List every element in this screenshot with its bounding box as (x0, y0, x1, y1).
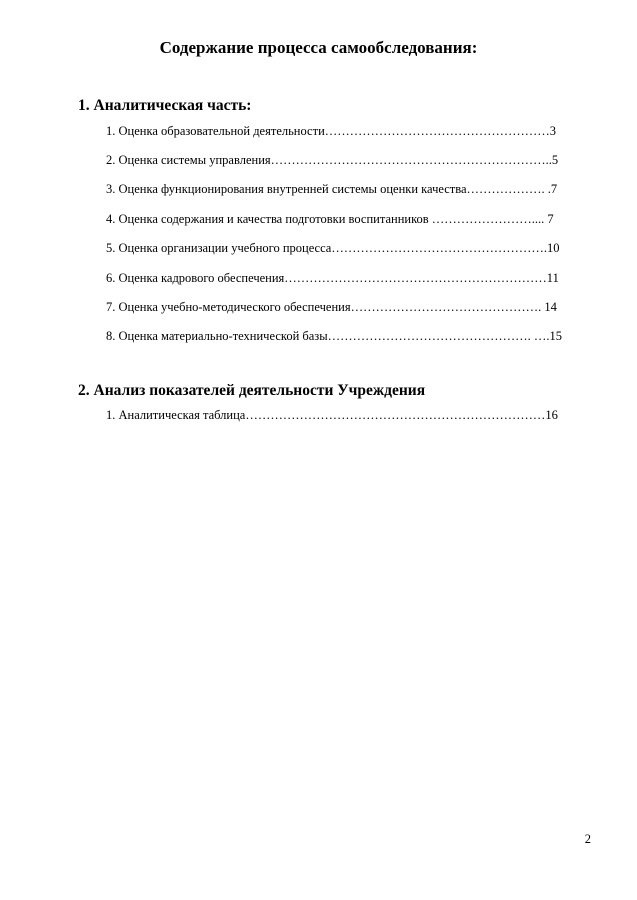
toc-item: 5. Оценка организации учебного процесса…………………………………………….10 (106, 241, 560, 255)
toc-item: 8. Оценка материально-технической базы…………………………………………. ….15 (106, 329, 562, 343)
section-heading-analytical: 1. Аналитическая часть: (78, 97, 252, 114)
toc-item: 2. Оценка системы управления…………………………………………………………..5 (106, 153, 559, 167)
page-number: 2 (584, 832, 591, 846)
toc-item: 4. Оценка содержания и качества подготовки воспитанников …………………….... 7 (106, 212, 554, 226)
section-heading-indicators: 2. Анализ показателей деятельности Учреждения (78, 382, 426, 399)
toc-item: 7. Оценка учебно-методического обеспечения………………………………………. 14 (106, 300, 557, 314)
toc-item: 3. Оценка функционирования внутренней системы оценки качества………………. .7 (106, 182, 558, 196)
page-title: Содержание процесса самообследования: (159, 38, 478, 57)
toc-item: 1. Аналитическая таблица………………………………………………………………16 (106, 408, 558, 422)
toc-item: 1. Оценка образовательной деятельности………………………………………………3 (106, 124, 557, 138)
toc-item: 6. Оценка кадрового обеспечения………………………………………………………11 (106, 271, 559, 285)
